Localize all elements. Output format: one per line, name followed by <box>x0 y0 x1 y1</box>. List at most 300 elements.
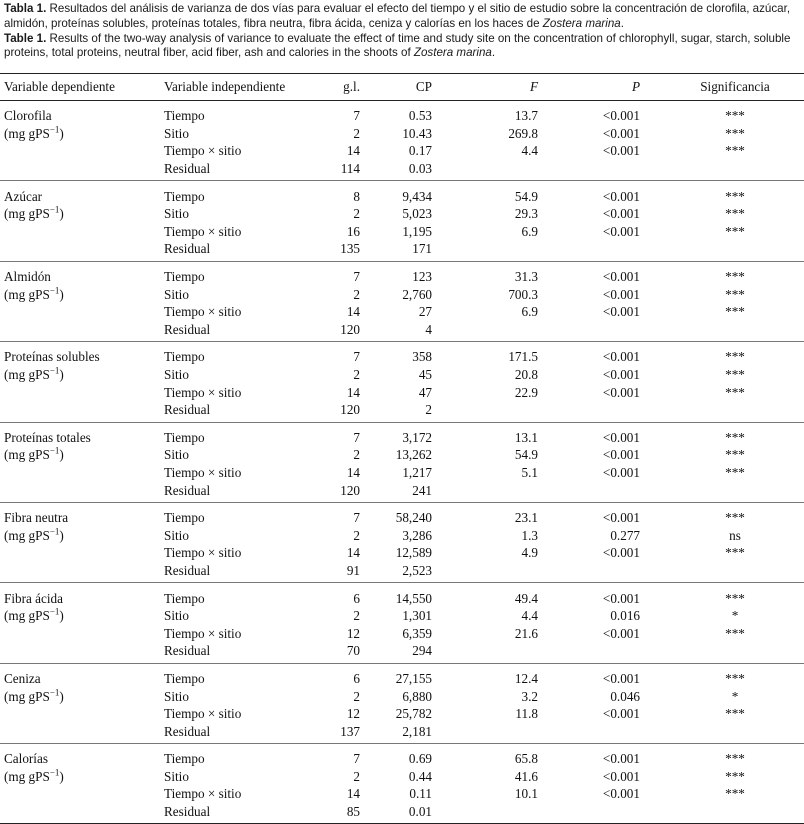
dependent-variable-unit <box>0 687 164 705</box>
caption-en-label: Table 1. <box>4 31 47 45</box>
anova-table <box>0 73 804 824</box>
dependent-variable: Proteínas solubles <box>4 349 100 365</box>
row-p: <0.001 <box>602 510 640 526</box>
header-f: F <box>474 74 564 101</box>
row-cp: 2 <box>360 401 474 422</box>
empty-cell <box>0 142 164 160</box>
table-row <box>0 687 804 705</box>
table-row <box>0 125 804 143</box>
row-cp: 27,155 <box>395 670 432 686</box>
row-f: 49.4 <box>514 590 538 606</box>
row-f: 3.2 <box>521 688 538 704</box>
row-source: Tiempo × sitio <box>164 625 242 641</box>
empty-cell <box>0 223 164 241</box>
row-df: 91 <box>324 562 360 583</box>
row-p: <0.001 <box>602 349 640 365</box>
row-p: <0.001 <box>602 751 640 767</box>
row-p: <0.001 <box>602 464 640 480</box>
unit-close: ) <box>59 367 64 383</box>
row-df: 85 <box>324 803 360 824</box>
row-source: Residual <box>164 321 324 342</box>
row-cp: 0.03 <box>360 160 474 181</box>
unit-exponent: −1 <box>49 446 60 456</box>
header-cp: CP <box>360 74 474 101</box>
unit-exponent: −1 <box>49 365 60 376</box>
empty-cell <box>0 544 164 562</box>
row-source: Residual <box>164 481 324 502</box>
unit-exponent: −1 <box>49 526 60 537</box>
dependent-variable-unit <box>0 446 164 464</box>
row-significance: * <box>731 608 739 624</box>
unit-exponent: −1 <box>49 124 60 135</box>
row-p: <0.001 <box>602 429 640 445</box>
row-cp: 25,782 <box>395 706 432 722</box>
unit-close: ) <box>59 768 64 784</box>
row-f: 4.4 <box>521 608 538 624</box>
row-significance: *** <box>725 447 745 463</box>
row-cp: 0.11 <box>409 786 432 802</box>
row-cp: 6,359 <box>402 625 432 641</box>
row-p: <0.001 <box>602 108 640 124</box>
row-source: Tiempo × sitio <box>164 545 242 561</box>
row-f: 20.8 <box>514 367 538 383</box>
row-source: Sitio <box>164 527 189 543</box>
dependent-variable: Clorofila <box>4 108 52 124</box>
dependent-variable-unit <box>0 768 164 786</box>
row-df: 14 <box>346 143 360 159</box>
row-p <box>564 321 666 342</box>
row-significance <box>666 240 804 261</box>
row-p <box>564 722 666 743</box>
row-source: Residual <box>164 803 324 824</box>
row-df: 2 <box>353 447 360 463</box>
row-f: 6.9 <box>521 304 538 320</box>
row-df: 14 <box>346 545 360 561</box>
row-f: 29.3 <box>514 206 538 222</box>
table-row <box>0 303 804 321</box>
table-row <box>0 422 804 446</box>
row-significance <box>666 562 804 583</box>
unit-close: ) <box>59 447 64 463</box>
table-row <box>0 768 804 786</box>
row-df: 6 <box>353 670 360 686</box>
row-df: 2 <box>353 768 360 784</box>
row-significance: ns <box>729 527 741 543</box>
row-cp: 12,589 <box>395 545 432 561</box>
row-cp: 1,301 <box>402 608 432 624</box>
row-f: 54.9 <box>514 188 538 204</box>
dependent-variable-unit <box>0 607 164 625</box>
caption-es-period: . <box>620 16 624 30</box>
unit-open: (mg gPS <box>4 688 50 704</box>
row-p: <0.001 <box>602 286 640 302</box>
row-significance: *** <box>725 108 745 124</box>
row-cp: 10.43 <box>402 125 432 141</box>
table-caption <box>4 2 800 61</box>
row-df: 7 <box>353 269 360 285</box>
row-cp: 0.01 <box>360 803 474 824</box>
row-p: <0.001 <box>602 590 640 606</box>
unit-exponent: −1 <box>49 285 60 296</box>
dependent-variable: Proteínas totales <box>4 429 91 445</box>
row-df: 7 <box>353 751 360 767</box>
row-f: 6.9 <box>521 223 538 239</box>
dependent-variable-unit <box>0 366 164 384</box>
caption-english <box>4 32 800 62</box>
row-cp: 6,880 <box>402 688 432 704</box>
row-p: <0.001 <box>602 269 640 285</box>
row-df: 114 <box>324 160 360 181</box>
dependent-variable-unit <box>0 285 164 303</box>
row-df: 7 <box>353 429 360 445</box>
row-df: 7 <box>353 108 360 124</box>
row-p: <0.001 <box>602 545 640 561</box>
empty-cell <box>0 642 164 663</box>
row-significance: *** <box>725 545 745 561</box>
table-row <box>0 464 804 482</box>
row-source: Residual <box>164 240 324 261</box>
table-row <box>0 607 804 625</box>
row-p <box>564 160 666 181</box>
unit-open: (mg gPS <box>4 608 50 624</box>
row-f <box>474 642 564 663</box>
table-row <box>0 401 804 422</box>
dependent-variable-unit <box>0 125 164 143</box>
row-f <box>474 240 564 261</box>
row-df: 14 <box>346 384 360 400</box>
empty-cell <box>0 240 164 261</box>
header-significance: Significancia <box>666 74 804 101</box>
unit-open: (mg gPS <box>4 527 50 543</box>
table-row <box>0 240 804 261</box>
row-source: Sitio <box>164 286 189 302</box>
row-p: <0.001 <box>602 188 640 204</box>
row-f <box>474 321 564 342</box>
row-significance: *** <box>725 223 745 239</box>
row-f: 13.7 <box>514 108 538 124</box>
caption-en-period: . <box>491 46 496 60</box>
table-row <box>0 321 804 342</box>
row-cp: 0.17 <box>408 143 432 159</box>
row-source: Sitio <box>164 125 189 141</box>
row-df: 14 <box>346 304 360 320</box>
row-significance <box>666 401 804 422</box>
table-row <box>0 285 804 303</box>
table-row <box>0 803 804 824</box>
empty-cell <box>0 803 164 824</box>
dependent-variable: Fibra ácida <box>4 590 63 606</box>
unit-open: (mg gPS <box>4 206 50 222</box>
dependent-variable: Calorías <box>4 751 48 767</box>
table-row <box>0 785 804 803</box>
unit-exponent: −1 <box>49 767 60 778</box>
table-row <box>0 142 804 160</box>
row-source: Residual <box>164 642 324 663</box>
row-significance: *** <box>725 384 745 400</box>
row-p: <0.001 <box>602 447 640 463</box>
empty-cell <box>0 321 164 342</box>
header-dependent: Variable dependiente <box>0 74 164 101</box>
row-p: <0.001 <box>602 384 640 400</box>
row-significance: *** <box>725 768 745 784</box>
row-cp: 171 <box>360 240 474 261</box>
row-df: 14 <box>346 786 360 802</box>
row-significance: *** <box>725 349 745 365</box>
row-cp: 1,217 <box>402 464 432 480</box>
row-df: 120 <box>324 401 360 422</box>
row-p: 0.046 <box>610 688 640 704</box>
row-source: Residual <box>164 401 324 422</box>
row-source: Residual <box>164 562 324 583</box>
dependent-variable: Fibra neutra <box>4 510 69 526</box>
table-row <box>0 205 804 223</box>
dependent-variable: Azúcar <box>4 188 43 204</box>
row-f: 65.8 <box>514 751 538 767</box>
row-df: 2 <box>353 206 360 222</box>
table-row <box>0 562 804 583</box>
row-significance: *** <box>725 269 745 285</box>
row-f: 54.9 <box>514 447 538 463</box>
empty-cell <box>0 481 164 502</box>
row-p <box>564 481 666 502</box>
row-df: 16 <box>346 223 360 239</box>
table-row <box>0 583 804 607</box>
row-f: 21.6 <box>514 625 538 641</box>
unit-exponent: −1 <box>49 606 60 617</box>
row-f <box>474 401 564 422</box>
unit-open: (mg gPS <box>4 125 50 141</box>
row-cp: 123 <box>412 269 432 285</box>
unit-close: ) <box>59 527 64 543</box>
empty-cell <box>0 303 164 321</box>
row-significance <box>666 481 804 502</box>
row-cp: 58,240 <box>395 510 432 526</box>
caption-es-species: Zostera marina <box>542 16 621 30</box>
caption-es-label: Tabla 1. <box>4 2 47 15</box>
row-significance <box>666 803 804 824</box>
empty-cell <box>0 562 164 583</box>
table-row <box>0 642 804 663</box>
row-cp: 0.53 <box>408 108 432 124</box>
unit-open: (mg gPS <box>4 768 50 784</box>
row-p: <0.001 <box>602 125 640 141</box>
row-significance: *** <box>725 590 745 606</box>
row-p <box>564 401 666 422</box>
row-p: <0.001 <box>602 206 640 222</box>
dependent-variable-unit <box>0 526 164 544</box>
row-p: <0.001 <box>602 367 640 383</box>
unit-open: (mg gPS <box>4 367 50 383</box>
header-independent: Variable independiente <box>164 74 324 101</box>
table-row <box>0 705 804 723</box>
table-row <box>0 342 804 366</box>
table-row <box>0 160 804 181</box>
row-p <box>564 803 666 824</box>
row-f: 4.4 <box>521 143 538 159</box>
row-p: <0.001 <box>602 706 640 722</box>
row-cp: 358 <box>412 349 432 365</box>
row-f <box>474 803 564 824</box>
unit-exponent: −1 <box>49 204 60 215</box>
empty-cell <box>0 785 164 803</box>
dependent-variable: Ceniza <box>4 670 41 686</box>
row-source: Tiempo <box>164 751 205 767</box>
row-cp: 0.44 <box>408 768 432 784</box>
row-f: 5.1 <box>521 464 538 480</box>
table-row <box>0 481 804 502</box>
row-df: 7 <box>353 349 360 365</box>
row-df: 137 <box>324 722 360 743</box>
row-cp: 13,262 <box>395 447 432 463</box>
row-p: 0.277 <box>610 527 640 543</box>
row-df: 2 <box>353 125 360 141</box>
dependent-variable-unit <box>0 205 164 223</box>
row-source: Tiempo <box>164 349 205 365</box>
empty-cell <box>0 722 164 743</box>
dependent-variable: Almidón <box>4 269 51 285</box>
row-df: 2 <box>353 286 360 302</box>
row-significance: *** <box>725 706 745 722</box>
row-significance: *** <box>725 429 745 445</box>
row-significance: *** <box>725 625 745 641</box>
row-f <box>474 722 564 743</box>
row-f <box>474 562 564 583</box>
header-p: P <box>564 74 666 101</box>
unit-close: ) <box>59 688 64 704</box>
table-row <box>0 181 804 205</box>
row-significance <box>666 321 804 342</box>
row-p: 0.016 <box>610 608 640 624</box>
row-significance <box>666 722 804 743</box>
table-row <box>0 502 804 526</box>
row-source: Tiempo × sitio <box>164 384 242 400</box>
row-source: Residual <box>164 160 324 181</box>
row-source: Tiempo <box>164 188 205 204</box>
row-df: 120 <box>324 481 360 502</box>
header-df: g.l. <box>324 74 360 101</box>
row-source: Sitio <box>164 206 189 222</box>
row-significance: *** <box>725 286 745 302</box>
row-f <box>474 160 564 181</box>
row-significance: *** <box>725 188 745 204</box>
row-f: 41.6 <box>514 768 538 784</box>
row-cp: 0.69 <box>408 751 432 767</box>
row-significance: *** <box>725 464 745 480</box>
table-row <box>0 366 804 384</box>
row-p: <0.001 <box>602 625 640 641</box>
row-significance: *** <box>725 510 745 526</box>
empty-cell <box>0 160 164 181</box>
row-source: Tiempo <box>164 590 205 606</box>
row-cp: 3,286 <box>402 527 432 543</box>
row-f: 11.8 <box>515 706 538 722</box>
row-cp: 27 <box>418 304 432 320</box>
row-df: 7 <box>353 510 360 526</box>
empty-cell <box>0 705 164 723</box>
row-p <box>564 240 666 261</box>
row-significance: *** <box>725 206 745 222</box>
row-source: Sitio <box>164 768 189 784</box>
table-row <box>0 624 804 642</box>
row-f: 269.8 <box>508 125 538 141</box>
row-p <box>564 562 666 583</box>
table-header-row <box>0 74 804 101</box>
row-f: 171.5 <box>508 349 538 365</box>
unit-exponent: −1 <box>49 687 60 698</box>
row-source: Sitio <box>164 608 189 624</box>
caption-spanish <box>4 2 800 32</box>
row-source: Sitio <box>164 447 189 463</box>
empty-cell <box>0 401 164 422</box>
unit-close: ) <box>59 286 64 302</box>
table-row <box>0 526 804 544</box>
row-df: 2 <box>353 367 360 383</box>
row-cp: 5,023 <box>402 206 432 222</box>
row-df: 6 <box>353 590 360 606</box>
row-significance: *** <box>725 367 745 383</box>
row-cp: 2,181 <box>360 722 474 743</box>
table-row <box>0 663 804 687</box>
row-significance <box>666 160 804 181</box>
row-cp: 3,172 <box>402 429 432 445</box>
empty-cell <box>0 624 164 642</box>
empty-cell <box>0 383 164 401</box>
row-significance: *** <box>725 125 745 141</box>
row-df: 120 <box>324 321 360 342</box>
row-cp: 2,760 <box>402 286 432 302</box>
row-cp: 9,434 <box>402 188 432 204</box>
row-source: Tiempo × sitio <box>164 786 242 802</box>
row-source: Residual <box>164 722 324 743</box>
row-f: 4.9 <box>521 545 538 561</box>
row-source: Tiempo × sitio <box>164 143 242 159</box>
table-row <box>0 722 804 743</box>
empty-cell <box>0 464 164 482</box>
row-p: <0.001 <box>602 670 640 686</box>
row-cp: 4 <box>360 321 474 342</box>
row-source: Tiempo × sitio <box>164 706 242 722</box>
row-significance: *** <box>725 786 745 802</box>
row-p: <0.001 <box>602 304 640 320</box>
row-f: 10.1 <box>514 786 538 802</box>
table-row <box>0 544 804 562</box>
table-body <box>0 101 804 824</box>
row-source: Tiempo <box>164 269 205 285</box>
table-row <box>0 101 804 125</box>
row-df: 8 <box>353 188 360 204</box>
row-significance: *** <box>725 751 745 767</box>
row-source: Tiempo <box>164 510 205 526</box>
row-cp: 1,195 <box>402 223 432 239</box>
row-f: 12.4 <box>514 670 538 686</box>
row-cp: 2,523 <box>360 562 474 583</box>
row-df: 14 <box>346 464 360 480</box>
row-cp: 241 <box>360 481 474 502</box>
row-f <box>474 481 564 502</box>
unit-close: ) <box>59 206 64 222</box>
row-significance: * <box>731 688 739 704</box>
unit-open: (mg gPS <box>4 447 50 463</box>
table-row <box>0 446 804 464</box>
table-row <box>0 223 804 241</box>
row-significance: *** <box>725 670 745 686</box>
row-significance: *** <box>725 304 745 320</box>
row-df: 2 <box>353 608 360 624</box>
row-df: 135 <box>324 240 360 261</box>
row-significance <box>666 642 804 663</box>
row-f: 1.3 <box>521 527 538 543</box>
row-f: 31.3 <box>514 269 538 285</box>
